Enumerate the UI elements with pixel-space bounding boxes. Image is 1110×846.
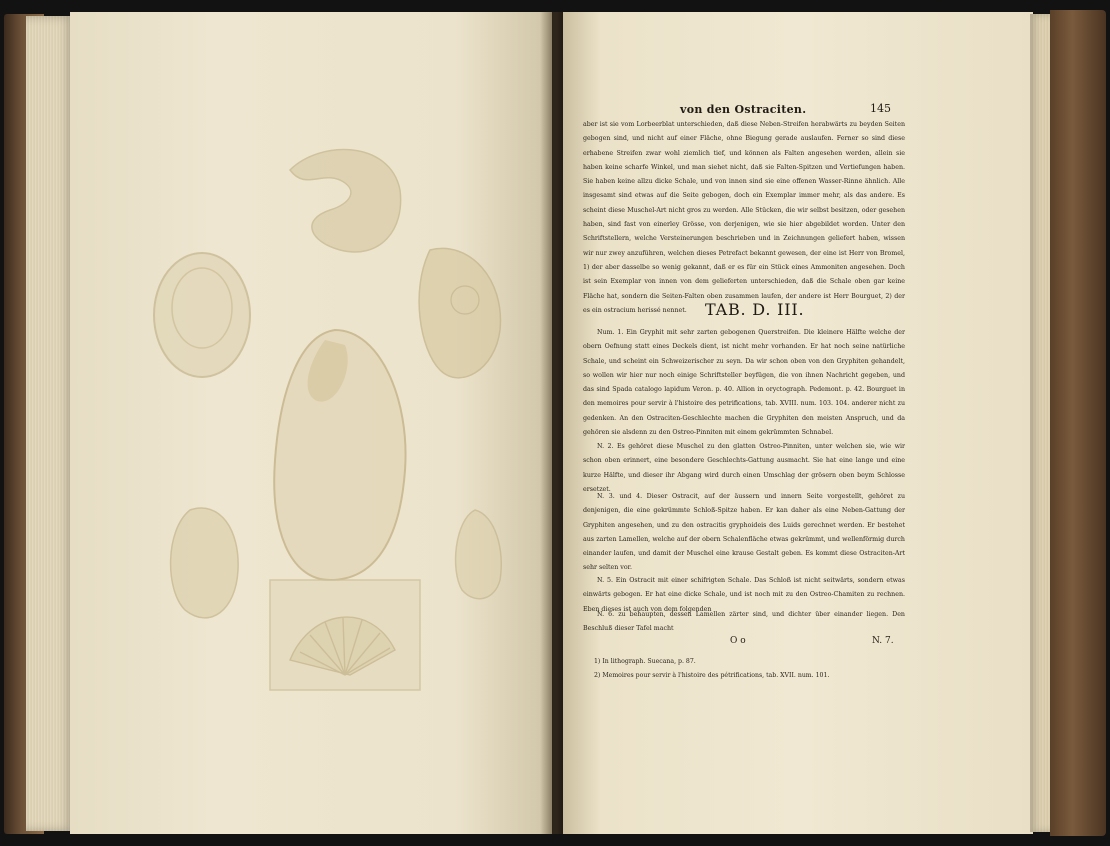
running-head: von den Ostraciten. <box>680 103 807 116</box>
fossil-figure-5 <box>171 508 239 618</box>
paragraph-5: N. 5. Ein Ostracit mit einer schifrigten Schale. Das Schloß ist nicht seitwärts, sondern etwas einwärts gebogen. Er hat eine dicke Schale, und ist noch mit zu den Ostreo-Chamiten zu rechnen. Eben dieses ist auch von dem folgenden <box>583 577 905 613</box>
signature-mark: O o <box>730 636 746 646</box>
paragraph-6: N. 6. zu behaupten, dessen Lamellen zärter sind, und dichter über einander liegen. Den Beschluß dieser Tafel macht <box>583 611 905 633</box>
footnote-2: 2) Memoires pour servir à l'histoire des pétrifications, tab. XVII. num. 101. <box>594 672 830 679</box>
left-page-edges <box>26 16 74 831</box>
page-number: 145 <box>870 102 891 115</box>
footnote-1: 1) In lithograph. Suecana, p. 87. <box>594 658 696 665</box>
fossil-figure-1 <box>290 150 401 252</box>
paragraph-4: N. 3. und 4. Dieser Ostracit, auf der äussern und innern Seite vorgestellt, gehöret zu denjenigen, die eine gekrümmte Schloß-Spitze haben. Er kan daher als eine Neben-Gattung der Gryphiten angesehen, und zu den ostracitis gryphoideis des Luids gerechnet werden. Er bestehet aus zarten Lamellen, welche auf der obern Schalenfläche etwas gekrümmt, und wellenförmig durch einander laufen, und damit der Muschel eine krause Gestalt geben. Es kommt diese Ostraciten-Art sehr selten vor. <box>583 493 905 572</box>
fossil-figure-2 <box>154 253 250 377</box>
fossil-figure-6 <box>456 510 502 599</box>
right-cover <box>1050 10 1106 836</box>
paragraph-1: aber ist sie vom Lorbeerblat unterschieden, daß diese Neben-Streifen herabwärts zu beyden Seiten gebogen sind, und nicht auf einer Fläche, ohne Biegung gerade auslaufen. Ferner so sind diese erhabene Streifen zwar wohl ziemlich tief, und können als Falten angesehen werden, allein sie haben keine scharfe Winkel, und man siehet nicht, daß sie Falten-Spitzen und Vertiefungen haben. Sie haben keine allzu dicke Schale, und von innen sind sie eine offenen Wasser-Rinne ähnlich. Alle insgesamt sind etwas auf die Seite gebogen, doch ein Exemplar immer mehr, als das andere. Es scheint diese Muschel-Art nicht gros zu werden. Alle Stücken, die wir selbst besitzen, oder gesehen haben, sind fast von einerley Grösse, von derjenigen, wie sie hier abgebildet worden. Unter den Schriftstellern, welche Versteinerungen beschrieben und in Zeichnungen geliefert haben, wissen wir nur zwey anzuführen, welchen dieses Petrefact bekannt gewesen, der eine ist Herr von Bromel, 1) der aber dasselbe so wenig gekannt, daß er es für ein Stück eines Ammoniten angesehen. Doch ist sein Exemplar von innen von dem gelieferten unterschieden, daß die Schale oben gar keine Fläche hat, sondern die Seiten-Falten oben zusammen laufen, der andere ist Herr Bourguet, 2) der es ein ostracium herissé nennet. <box>583 121 905 314</box>
paragraph-2: Num. 1. Ein Gryphit mit sehr zarten gebogenen Querstreifen. Die kleinere Hälfte welche der obern Oefnung statt eines Deckels dient, ist nicht mehr vorhanden. Er hat noch seine natürliche Schale, und scheint ein Schweizerischer zu seyn. Da wir schon oben von den Gryphiten gehandelt, so wollen wir hier nur noch einige Schriftsteller beyfügen, die von ihnen Nachricht gegeben, und das sind Spada catalogo lapidum Veron. p. 40. Allion in oryctograph. Pedemont. p. 42. Bourguet in den memoires pour servir à l'histoire des petrifications, tab. XVIII. num. 103. 104. anderer nicht zu gedenken. An den Ostraciten-Geschlechte machen die Gryphiten den meisten Anspruch, und da gehören sie alsdenn zu den Ostreo-Pinniten mit einem gekrümmten Schnabel. <box>583 329 905 437</box>
paragraph-3: N. 2. Es gehöret diese Muschel zu den glatten Ostreo-Pinniten, unter welchen sie, wie wir schon oben erinnert, eine besondere Geschlechts-Gattung ausmacht. Sie hat eine lange und eine kurze Hälfte, und dieser ihr Abgang wird durch einen Umschlag der grösern oben beym Schlosse ersetzet. <box>583 443 905 493</box>
fossil-plate-illustrations <box>140 130 520 830</box>
plate-heading: TAB. D. III. <box>705 300 805 319</box>
catchword: N. 7. <box>872 636 894 646</box>
